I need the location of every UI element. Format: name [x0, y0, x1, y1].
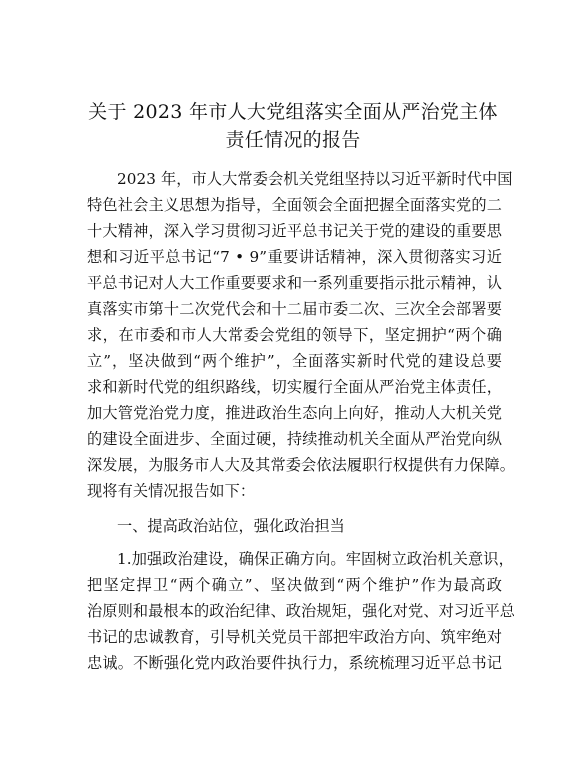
document-body [87, 166, 516, 676]
paragraph-line: 深发展，为服务市人大及其常委会依法履职行权提供有力保障。 [87, 456, 516, 474]
paragraph-line: 求和新时代党的组织路线，切实履行全面从严治党主体责任， [87, 378, 502, 396]
paragraph-line: 的建设全面进步、全面过硬，持续推动机关全面从严治党向纵 [87, 430, 502, 448]
title-line-1: 关于 2023 年市人大党组落实全面从严治党主体 [88, 101, 498, 123]
paragraph-line: 特色社会主义思想为指导，全面领会全面把握全面落实党的二 [87, 196, 502, 214]
paragraph-line: 加大管党治党力度，推进政治生态向上向好，推动人大机关党 [87, 404, 502, 422]
paragraph-line: 想和习近平总书记“7 • 9”重要讲话精神，深入贯彻落实习近 [87, 248, 502, 266]
paragraph-line: 十大精神，深入学习贯彻习近平总书记关于党的建设的重要思 [87, 222, 502, 240]
section-heading: 一、提高政治站位，强化政治担当 [117, 517, 345, 535]
paragraph-line: 立”，坚决做到“两个维护”，全面落实新时代党的建设总要 [87, 352, 502, 370]
paragraph-line: 平总书记对人大工作重要要求和一系列重要指示批示精神，认 [87, 274, 502, 292]
paragraph-line: 1.加强政治建设，确保正确方向。牢固树立政治机关意识， [117, 550, 514, 568]
paragraph-line: 书记的忠诚教育，引导机关党员干部把牢政治方向、筑牢绝对 [87, 628, 502, 646]
paragraph-line: 忠诚。不断强化党内政治要件执行力，系统梳理习近平总书记 [87, 654, 502, 672]
paragraph-line: 现将有关情况报告如下： [87, 482, 256, 500]
paragraph-line: 真落实市第十二次党代会和十二届市委二次、三次全会部署要 [87, 300, 502, 318]
paragraph-line: 2023 年，市人大常委会机关党组坚持以习近平新时代中国 [117, 170, 513, 188]
paragraph-intro [87, 166, 516, 504]
paragraph-line: 求，在市委和市人大常委会党组的领导下，坚定拥护“两个确 [87, 326, 502, 344]
title-line-2: 责任情况的报告 [225, 129, 361, 151]
paragraph-line: 把坚定捍卫“两个确立”、坚决做到“两个维护”作为最高政 [87, 576, 502, 594]
document-title [60, 98, 526, 154]
paragraph-line: 治原则和最根本的政治纪律、政治规矩，强化对党、对习近平总 [87, 602, 516, 620]
paragraph-political-building [87, 546, 516, 676]
